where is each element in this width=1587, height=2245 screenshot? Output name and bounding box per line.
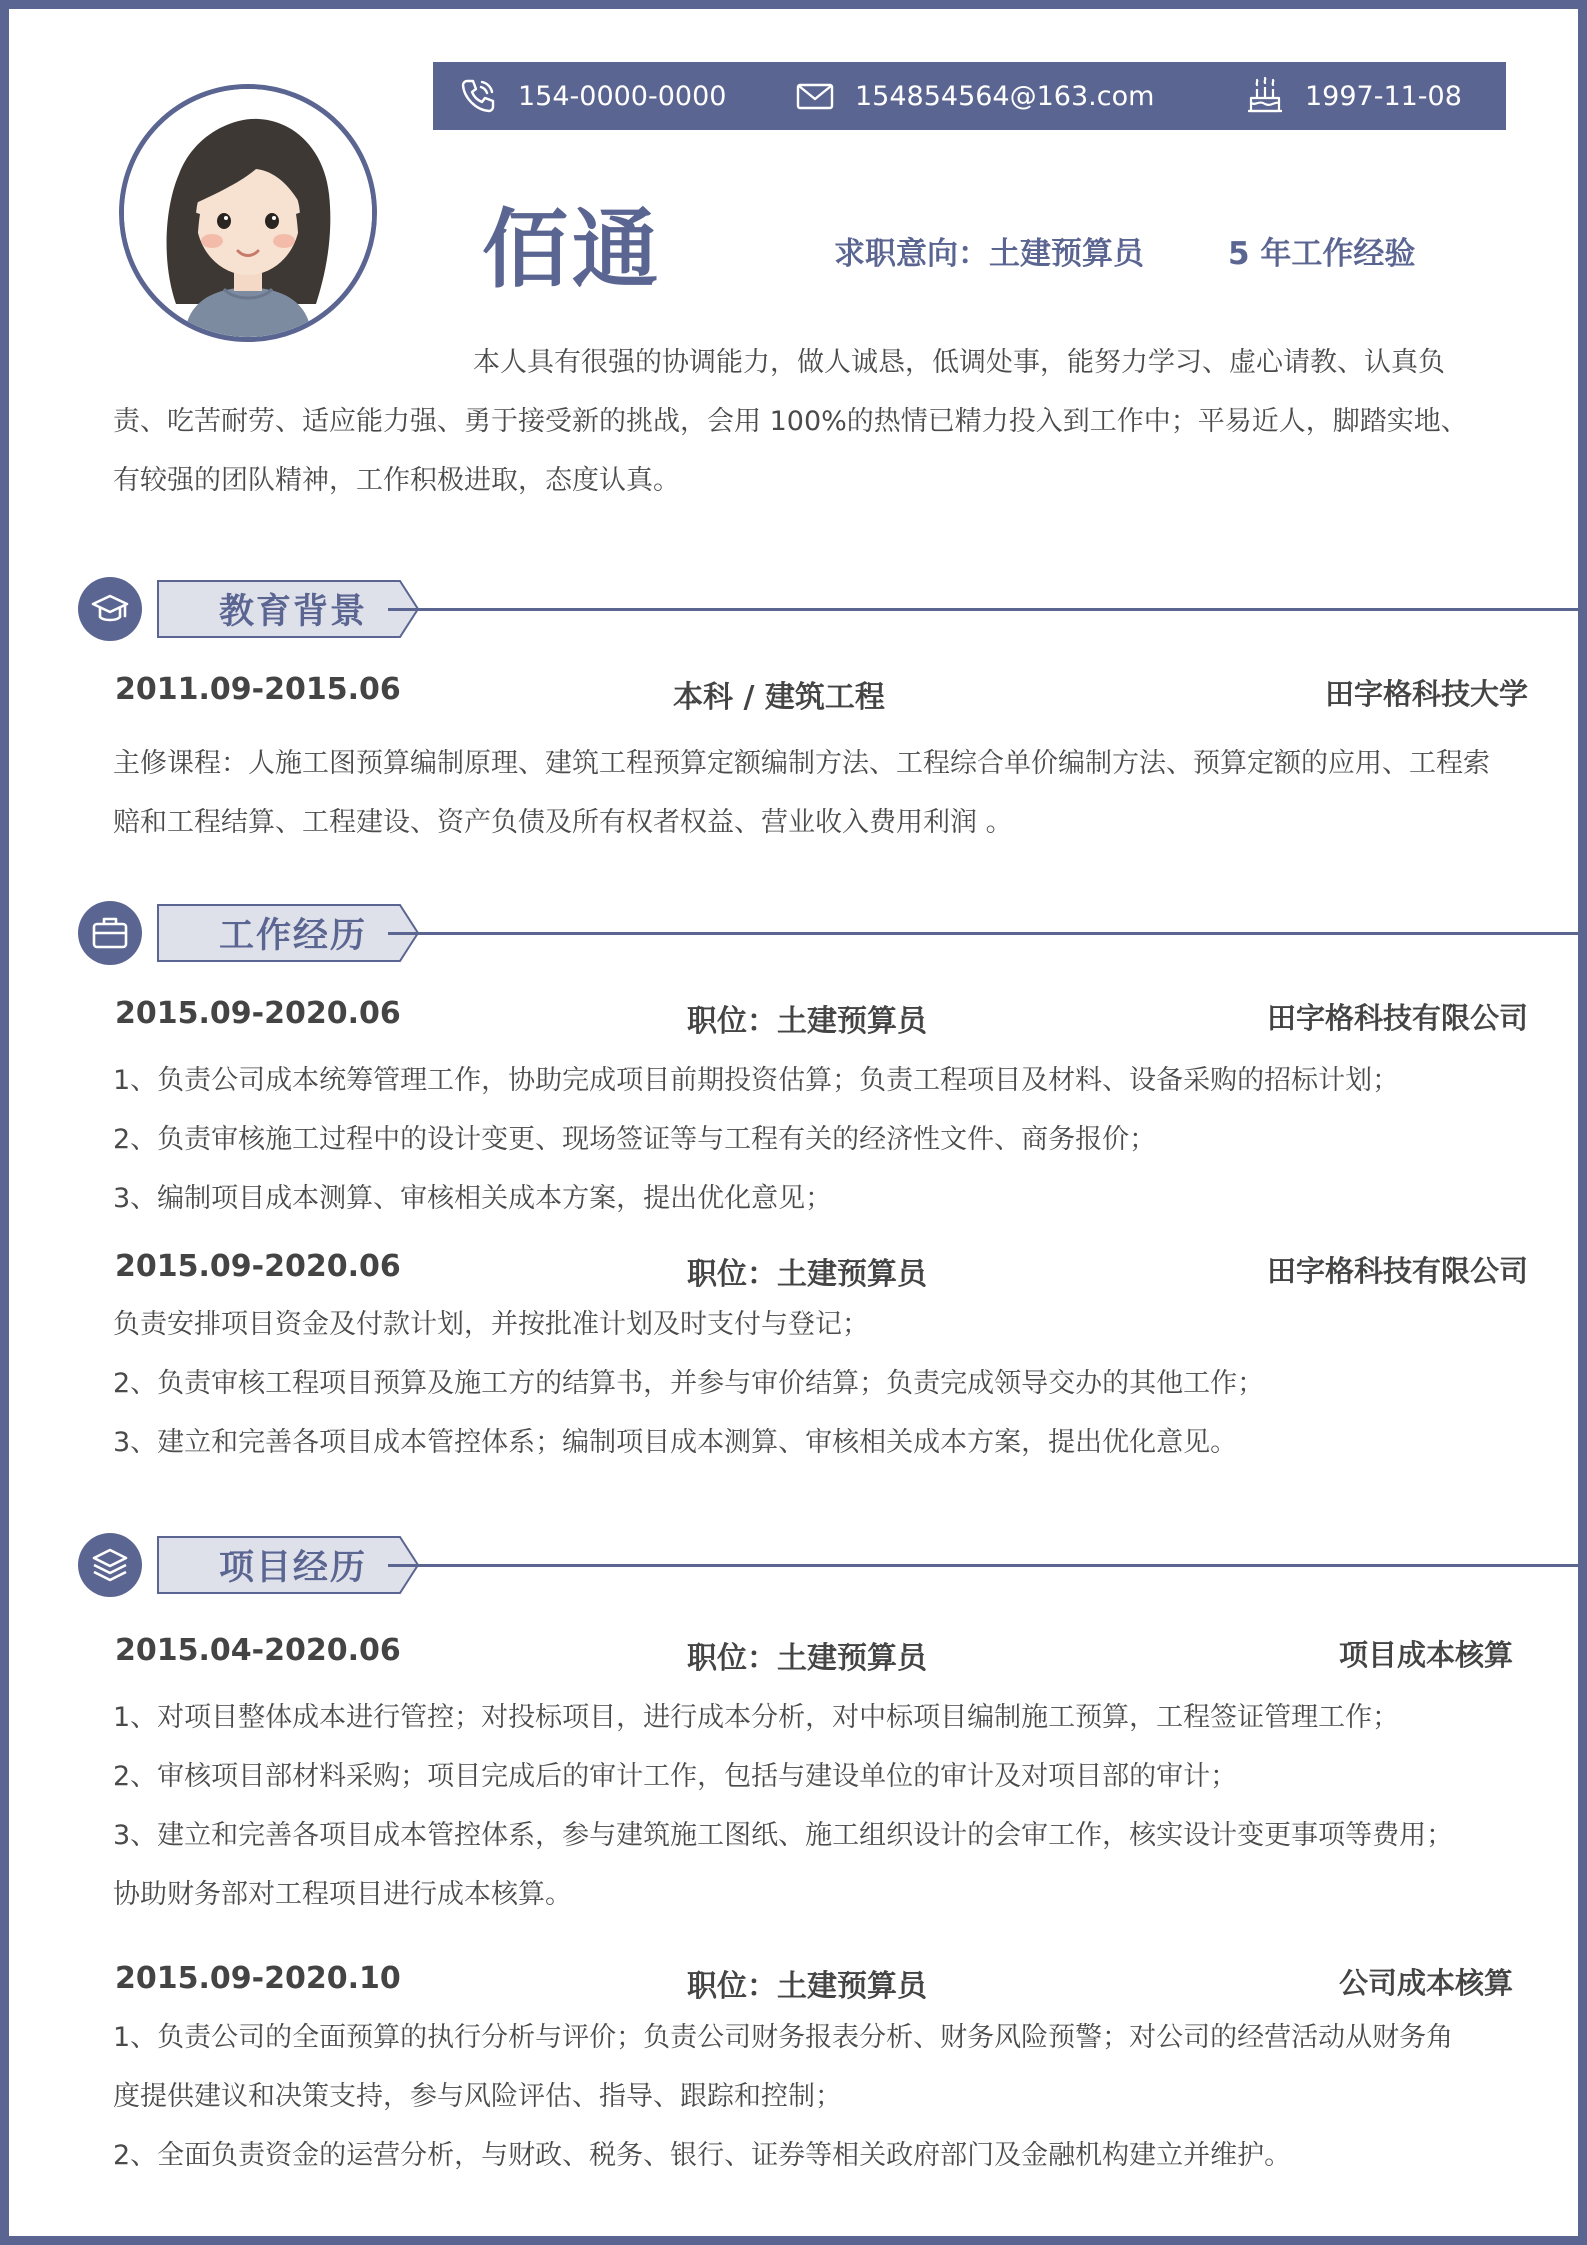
years-experience: 5 年工作经验 bbox=[1228, 236, 1416, 272]
section-title-education: 教育背景 bbox=[218, 592, 367, 632]
project-position: 职位：土建预算员 bbox=[687, 1641, 927, 1676]
education-row bbox=[113, 672, 1528, 716]
work-date: 2015.09-2020.06 bbox=[115, 996, 401, 1031]
project-row-2 bbox=[113, 1961, 1528, 2005]
project-row-1 bbox=[113, 1633, 1528, 1677]
section-title-projects: 项目经历 bbox=[218, 1548, 367, 1588]
education-date: 2011.09-2015.06 bbox=[115, 672, 401, 707]
birthday-text: 1997-11-08 bbox=[1305, 80, 1462, 112]
mail-icon bbox=[795, 76, 835, 116]
project-name: 项目成本核算 bbox=[1338, 1638, 1513, 1672]
list-item: 负责安排项目资金及付款计划，并按批准计划及时支付与登记； bbox=[113, 1309, 869, 1340]
courses-text: 主修课程：人施工图预算编制原理、建筑工程预算定额编制方法、工程综合单价编制方法、预算定额的应用、工程索赔和工程结算、工程建设、资产负债及所有权者权益、营业收入费用利润 。 bbox=[113, 748, 1490, 838]
education-school: 田字格科技大学 bbox=[1324, 677, 1528, 711]
list-item: 2、负责审核施工过程中的设计变更、现场签证等与工程有关的经济性文件、商务报价； bbox=[113, 1124, 1157, 1155]
graduation-cap-icon bbox=[78, 577, 142, 641]
contact-phone bbox=[458, 62, 726, 130]
project-date: 2015.09-2020.10 bbox=[115, 1961, 401, 1996]
project-date: 2015.04-2020.06 bbox=[115, 1633, 401, 1668]
work-details-1 bbox=[113, 1051, 1508, 1228]
list-item: 2、全面负责资金的运营分析，与财政、税务、银行、证券等相关政府部门及金融机构建立并维护。 bbox=[113, 2140, 1292, 2171]
email-text: 154854564@163.com bbox=[855, 80, 1155, 112]
self-summary: 本人具有很强的协调能力，做人诚恳，低调处事，能努力学习、虚心请教、认真负责、吃苦耐劳、适应能力强、勇于接受新的挑战，会用 100%的热情已精力投入到工作中；平易近人，脚踏实地、有较强的团队精神，工作积极进取，态度认真。 bbox=[113, 347, 1468, 496]
work-details-2 bbox=[113, 1295, 1508, 1472]
section-title-work: 工作经历 bbox=[218, 916, 367, 956]
work-date: 2015.09-2020.06 bbox=[115, 1249, 401, 1284]
education-courses bbox=[113, 734, 1508, 852]
project-name: 公司成本核算 bbox=[1338, 1966, 1513, 2000]
work-position: 职位：土建预算员 bbox=[687, 1257, 927, 1292]
phone-icon bbox=[458, 76, 498, 116]
contact-bar bbox=[433, 62, 1506, 130]
section-header-projects bbox=[78, 1533, 1508, 1597]
list-item: 2、审核项目部材料采购；项目完成后的审计工作，包括与建设单位的审计及对项目部的审计； bbox=[113, 1761, 1238, 1792]
list-item: 2、负责审核工程项目预算及施工方的结算书，并参与审价结算；负责完成领导交办的其他工作； bbox=[113, 1368, 1265, 1399]
list-item: 1、负责公司成本统筹管理工作，协助完成项目前期投资估算；负责工程项目及材料、设备采购的招标计划； bbox=[113, 1065, 1400, 1096]
candidate-name: 佰通 bbox=[482, 200, 662, 300]
contact-email bbox=[795, 62, 1154, 130]
section-rule bbox=[388, 608, 1583, 611]
contact-birthday bbox=[1245, 62, 1462, 130]
list-item: 3、建立和完善各项目成本管控体系，参与建筑施工图纸、施工组织设计的会审工作，核实设计变更事项等费用； bbox=[113, 1820, 1454, 1851]
project-position: 职位：土建预算员 bbox=[687, 1969, 927, 2004]
work-row-1 bbox=[113, 996, 1528, 1040]
section-header-work bbox=[78, 901, 1508, 965]
list-item: 1、对项目整体成本进行管控；对投标项目，进行成本分析，对中标项目编制施工预算，工程签证管理工作； bbox=[113, 1702, 1400, 1733]
layers-icon bbox=[78, 1533, 142, 1597]
project-details-1 bbox=[113, 1688, 1508, 1924]
briefcase-icon bbox=[78, 901, 142, 965]
section-rule bbox=[388, 1564, 1583, 1567]
avatar bbox=[119, 84, 377, 342]
work-company: 田字格科技有限公司 bbox=[1266, 1001, 1528, 1035]
job-intent: 求职意向：土建预算员 bbox=[834, 236, 1144, 272]
education-degree: 本科 / 建筑工程 bbox=[673, 680, 885, 715]
list-item: 3、编制项目成本测算、审核相关成本方案，提出优化意见； bbox=[113, 1183, 833, 1214]
work-company: 田字格科技有限公司 bbox=[1266, 1254, 1528, 1288]
list-item: 度提供建议和决策支持，参与风险评估、指导、跟踪和控制； bbox=[113, 2081, 842, 2112]
portrait-illustration bbox=[124, 89, 372, 337]
list-item: 3、建立和完善各项目成本管控体系；编制项目成本测算、审核相关成本方案，提出优化意见。 bbox=[113, 1427, 1238, 1458]
phone-text: 154-0000-0000 bbox=[518, 80, 727, 112]
list-item: 协助财务部对工程项目进行成本核算。 bbox=[113, 1879, 572, 1910]
section-rule bbox=[388, 932, 1583, 935]
cake-icon bbox=[1245, 76, 1285, 116]
section-header-education bbox=[78, 577, 1508, 641]
work-row-2 bbox=[113, 1249, 1528, 1293]
work-position: 职位：土建预算员 bbox=[687, 1004, 927, 1039]
list-item: 1、负责公司的全面预算的执行分析与评价；负责公司财务报表分析、财务风险预警；对公司的经营活动从财务角 bbox=[113, 2022, 1454, 2053]
project-details-2 bbox=[113, 2008, 1508, 2185]
